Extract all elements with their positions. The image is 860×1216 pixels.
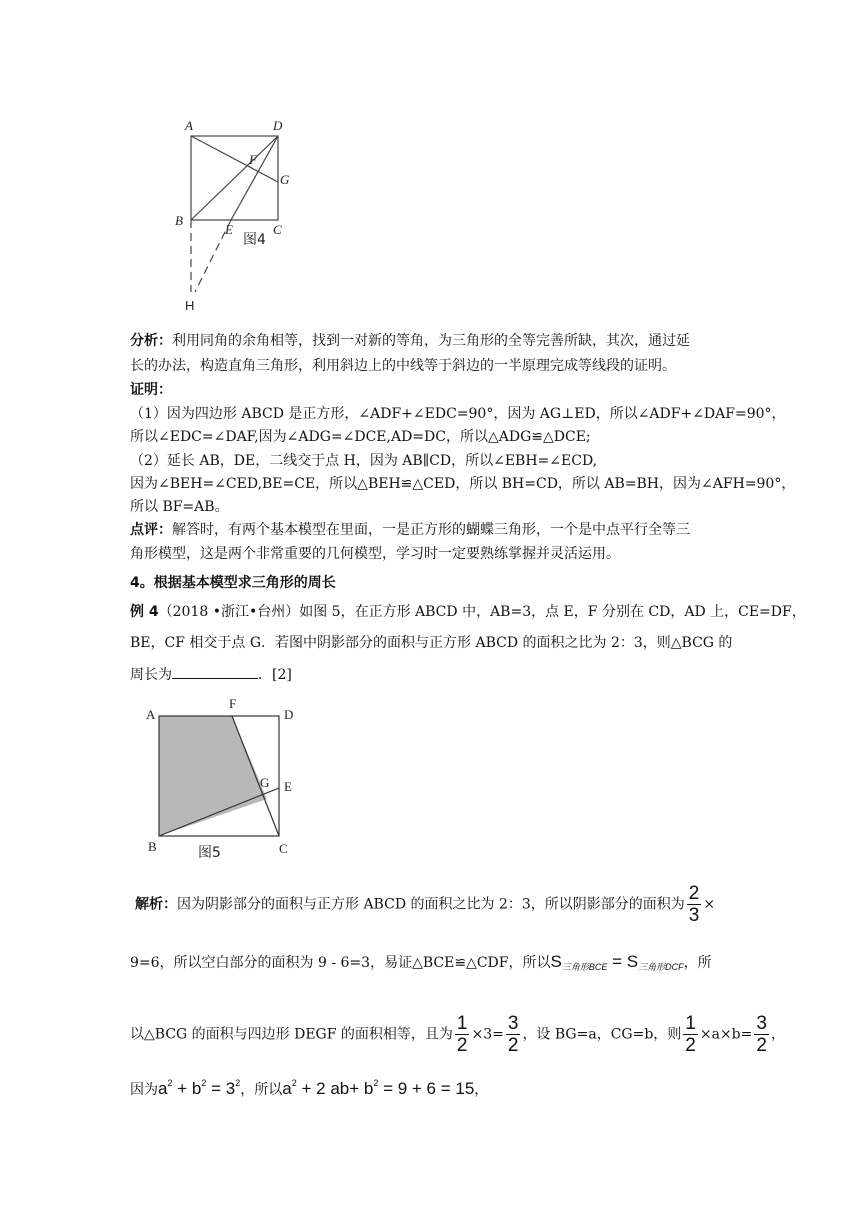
example-4-text-3b: ．[2] <box>258 667 292 683</box>
section-4-title: 4。根据基本模型求三角形的周长 <box>130 575 336 591</box>
label-D-5: D <box>284 707 294 722</box>
solution-line-4 <box>130 1073 488 1100</box>
figure-4-caption: 图4 <box>243 232 266 248</box>
label-B: B <box>175 213 183 228</box>
fraction-2-3: $\frac{2}{3}$ <box>688 883 700 926</box>
label-A: A <box>185 118 193 133</box>
label-G-5: G <box>260 775 270 790</box>
label-E-5: E <box>284 779 292 794</box>
figure-5 <box>142 693 312 863</box>
proof-line-1: （1）因为四边形 ABCD 是正方形，∠ADF+∠EDC=90°，因为 AG⊥ED，所以∠ADF+∠DAF=90°， <box>130 406 786 422</box>
figure-5-caption: 图5 <box>198 845 221 861</box>
example-4-text-1: （2018 •浙江•台州）如图 5，在正方形 ABCD 中，AB=3，点 E，F 分别在 CD，AD 上，CE=DF， <box>158 604 806 620</box>
label-H: H <box>185 298 195 313</box>
proof-line-2: 所以∠EDC=∠DAF,因为∠ADG=∠DCE,AD=DC，所以△ADG≌△DCE; <box>130 429 591 445</box>
proof-line-5: 所以 BF=AB。 <box>130 499 229 515</box>
solution-label: 解析： <box>135 896 177 913</box>
solution-line-1 <box>135 883 715 926</box>
area-equation: $S_{三角形BCE} = S_{三角形DCF}$ <box>550 952 684 972</box>
example-4-line-2: BE，CF 相交于点 G．若图中阴影部分的面积与正方形 ABCD 的面积之比为 2：3，则△BCG 的 <box>130 635 733 651</box>
solution-text-2b: ，所 <box>683 955 712 971</box>
comment-line-1 <box>130 520 690 540</box>
analysis-line-1 <box>130 331 690 351</box>
label-G: G <box>280 172 290 187</box>
solution-text-3d: ×a×b= <box>699 1026 753 1043</box>
comment-text-1: 解答时，有两个基本模型在里面，一是正方形的蝴蝶三角形，一个是中点平行全等三 <box>172 522 690 538</box>
fraction-3-2: $\frac{3}{2}$ <box>507 1013 519 1056</box>
label-D: D <box>273 118 283 133</box>
fraction-1-2: $\frac{1}{2}$ <box>456 1013 468 1056</box>
solution-text-3a: 以△BCG 的面积与四边形 DEGF 的面积相等，且为 <box>130 1026 453 1043</box>
solution-line-2 <box>130 952 712 977</box>
answer-blank[interactable] <box>172 664 258 679</box>
label-F-5: F <box>229 696 237 711</box>
fraction-3-2-b: $\frac{3}{2}$ <box>756 1013 767 1056</box>
solution-text-4b: ，所以 <box>240 1082 283 1098</box>
solution-text-3c: ，设 BG=a，CG=b，则 <box>522 1026 682 1043</box>
example-4-text-3a: 周长为 <box>130 667 172 683</box>
solution-text-1: 因为阴影部分的面积与正方形 ABCD 的面积之比为 2：3，所以阴影部分的面积为 <box>177 896 685 913</box>
comment-line-2: 角形模型，这是两个非常重要的几何模型，学习时一定要熟练掌握并灵活运用。 <box>130 546 620 562</box>
analysis-line-2: 长的办法，构造直角三角形，利用斜边上的中线等于斜边的一半原理完成等线段的证明。 <box>130 358 676 374</box>
solution-text-2a: 9=6，所以空白部分的面积为 9 - 6=3，易证△BCE≌△CDF，所以 <box>130 955 551 971</box>
analysis-text-1: 利用同角的余角相等，找到一对新的等角，为三角形的全等完善所缺，其次，通过延 <box>172 333 690 349</box>
label-F: F <box>249 152 257 167</box>
label-B-5: B <box>148 839 157 854</box>
solution-text-4a: 因为 <box>130 1082 158 1098</box>
solution-line-3 <box>130 1013 785 1056</box>
label-C-5: C <box>279 841 288 856</box>
label-A-5: A <box>146 707 156 722</box>
fraction-1-2-b: $\frac{1}{2}$ <box>685 1013 696 1056</box>
example-4-label: 例 4 <box>130 604 159 620</box>
square-sum-equation: $a^2 + 2$ $ab+ b^2 = 9 + 6 = 15$ <box>282 1078 475 1098</box>
solution-text-4c: ， <box>474 1082 489 1098</box>
label-C: C <box>273 222 282 237</box>
comment-label: 点评： <box>130 522 172 538</box>
analysis-label: 分析： <box>130 333 172 349</box>
solution-text-3e: ， <box>770 1026 785 1043</box>
example-4-line-3 <box>130 664 292 685</box>
pythagoras-equation: $a^2 + b^2 = 3^2$ <box>158 1078 241 1098</box>
example-4-line-1 <box>130 602 806 622</box>
solution-text-3b: ×3= <box>471 1026 504 1043</box>
proof-line-4: 因为∠BEH=∠CED,BE=CE，所以△BEH≌△CED，所以 BH=CD，所以 AB=BH，因为∠AFH=90°， <box>130 476 796 492</box>
shaded-region <box>159 716 270 836</box>
proof-label: 证明： <box>130 382 172 398</box>
times-sign: × <box>703 896 716 913</box>
figure-4 <box>165 112 315 322</box>
proof-line-3: （2）延长 AB，DE，二线交于点 H，因为 AB∥CD，所以∠EBH=∠ECD, <box>130 453 598 469</box>
label-E: E <box>225 222 233 237</box>
